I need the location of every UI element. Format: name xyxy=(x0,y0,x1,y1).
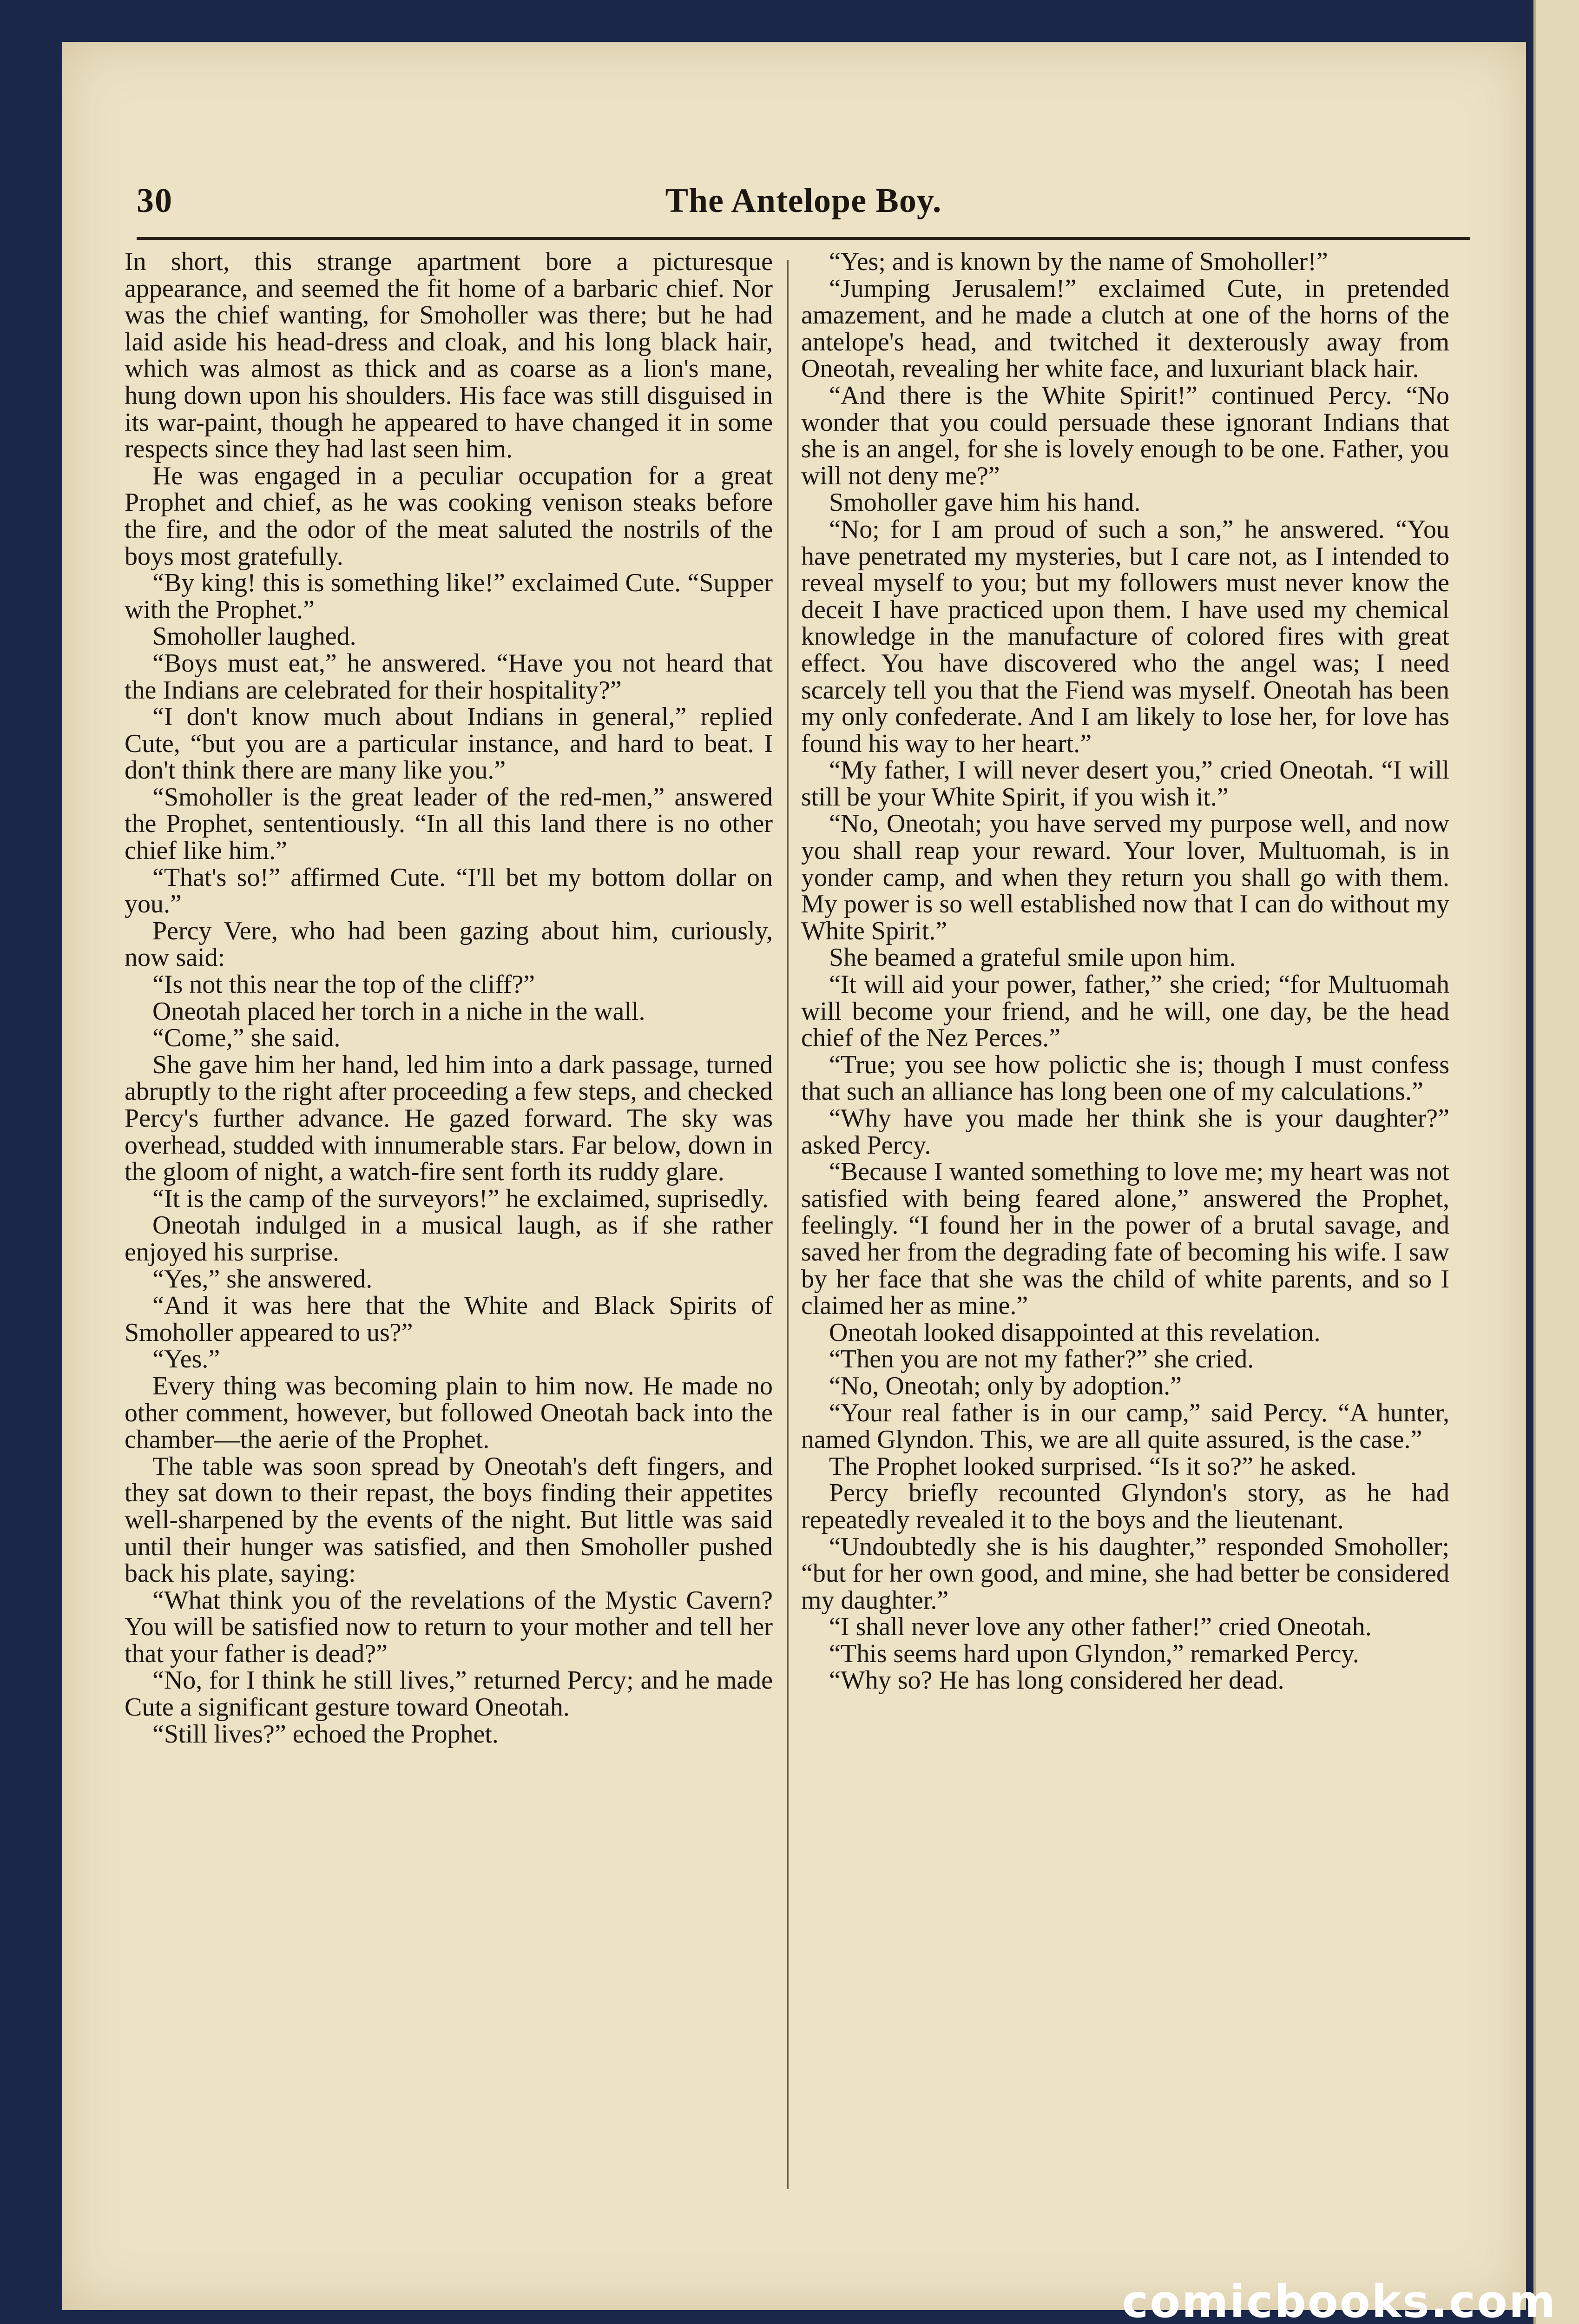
paragraph: “Yes; and is known by the name of Smoholler!” xyxy=(829,247,1328,276)
paragraph: “Is not this near the top of the cliff?” xyxy=(152,970,535,999)
paragraph: “Why have you made her think she is your daughter?” asked Percy. xyxy=(801,1104,1449,1160)
paragraph: In short, this strange apartment bore a picturesque appearance, and seemed the fit home of a barbaric chief. Nor was the chief wanting, for Smoholler was there; but he had laid aside his head-dress and cloak, and his long black hair, which was almost as thick and as coarse as a lion's mane, hung down upon his shoulders. His face was still disguised in its war-paint, though he appeared to have changed it in some respects since they had last seen him. xyxy=(125,247,773,464)
paragraph: “And it was here that the White and Black Spirits of Smoholler appeared to us?” xyxy=(125,1291,773,1347)
paragraph: “I shall never love any other father!” cried Oneotah. xyxy=(829,1612,1372,1642)
magazine-page xyxy=(62,42,1526,2310)
paragraph: “And there is the White Spirit!” continued Percy. “No wonder that you could persuade these ignorant Indians that she is an angel, for she is lovely enough to be one. Father, you will not deny me?” xyxy=(801,381,1449,490)
page-number: 30 xyxy=(137,182,173,220)
paragraph: He was engaged in a peculiar occupation for a great Prophet and chief, as he was cooking venison steaks before the fire, and the odor of the meat saluted the nostrils of the boys most gratefully. xyxy=(125,461,773,571)
paragraph: “What think you of the revelations of the Mystic Cavern? You will be satisfied now to return to your mother and tell her that your father is dead?” xyxy=(125,1585,773,1668)
paragraph: “It will aid your power, father,” she cried; “for Multuomah will become your friend, and he will, one day, be the head chief of the Nez Perces.” xyxy=(801,970,1449,1053)
right-column xyxy=(801,249,1449,1694)
paragraph: Every thing was becoming plain to him now. He made no other comment, however, but followed Oneotah back into the chamber—the aerie of the Prophet. xyxy=(125,1371,773,1454)
paragraph: “Then you are not my father?” she cried. xyxy=(829,1345,1254,1374)
paragraph: “My father, I will never desert you,” cried Oneotah. “I will still be your White Spirit, if you wish it.” xyxy=(801,756,1449,812)
paragraph: “Yes.” xyxy=(152,1345,220,1374)
paragraph: “By king! this is something like!” exclaimed Cute. “Supper with the Prophet.” xyxy=(125,568,773,624)
header-rule xyxy=(137,237,1470,240)
paragraph: “I don't know much about Indians in general,” replied Cute, “but you are a particular instance, and hard to beat. I don't think there are many like you.” xyxy=(125,702,773,785)
paragraph: “Smoholler is the great leader of the red-men,” answered the Prophet, sententiously. “In all this land there is no other chief like him.” xyxy=(125,782,773,865)
paragraph: “No, Oneotah; you have served my purpose well, and now you shall reap your reward. Your lover, Multuomah, is in yonder camp, and when they return you shall go with them. My power is so well established now that I can do without my White Spirit.” xyxy=(801,809,1449,945)
paragraph: She beamed a grateful smile upon him. xyxy=(829,943,1236,972)
page-header xyxy=(137,181,1470,237)
site-watermark: comicbooks.com xyxy=(1122,2276,1557,2324)
paragraph: Percy briefly recounted Glyndon's story, as he had repeatedly revealed it to the boys and the lieutenant. xyxy=(801,1479,1449,1534)
paragraph: “It is the camp of the surveyors!” he exclaimed, suprisedly. xyxy=(152,1184,769,1213)
paragraph: “Why so? He has long considered her dead. xyxy=(829,1666,1284,1695)
paragraph: “Yes,” she answered. xyxy=(152,1264,373,1294)
paragraph: Smoholler laughed. xyxy=(152,622,356,651)
running-title: The Antelope Boy. xyxy=(665,182,942,220)
left-column xyxy=(125,249,773,1748)
paragraph: “This seems hard upon Glyndon,” remarked Percy. xyxy=(829,1639,1359,1668)
paragraph: “Your real father is in our camp,” said Percy. “A hunter, named Glyndon. This, we are all quite assured, is the case.” xyxy=(801,1398,1449,1454)
paragraph: “Because I wanted something to love me; my heart was not satisfied with being feared alone,” answered the Prophet, feelingly. “I found her in the power of a brutal savage, and saved her from the degrading fate of becoming his wife. I saw by her face that she was the child of white parents, and so I claimed her as mine.” xyxy=(801,1157,1449,1320)
paragraph: “No, for I think he still lives,” returned Percy; and he made Cute a significant gesture toward Oneotah. xyxy=(125,1666,773,1722)
paragraph: Percy Vere, who had been gazing about him, curiously, now said: xyxy=(125,916,773,972)
paragraph: Oneotah looked disappointed at this revelation. xyxy=(829,1318,1321,1347)
paragraph: The table was soon spread by Oneotah's deft fingers, and they sat down to their repast, the boys finding their appetites well-sharpened by the events of the night. But little was said until their hunger was satisfied, and then Smoholler pushed back his plate, saying: xyxy=(125,1452,773,1588)
column-divider xyxy=(787,260,789,2189)
paragraph: “Boys must eat,” he answered. “Have you not heard that the Indians are celebrated for their hospitality?” xyxy=(125,648,773,705)
adjacent-page-edge xyxy=(1533,0,1579,2324)
paragraph: “True; you see how polictic she is; though I must confess that such an alliance has long been one of my calculations.” xyxy=(801,1050,1449,1106)
paragraph: “Come,” she said. xyxy=(152,1023,341,1053)
paragraph: “No, Oneotah; only by adoption.” xyxy=(829,1371,1182,1400)
paragraph: The Prophet looked surprised. “Is it so?” he asked. xyxy=(829,1452,1357,1481)
paragraph: Smoholler gave him his hand. xyxy=(829,488,1141,517)
paragraph: She gave him her hand, led him into a dark passage, turned abruptly to the right after proceeding a few steps, and checked Percy's further advance. He gazed forward. The sky was overhead, studded with innumerable stars. Far below, down in the gloom of night, a watch-fire sent forth its ruddy glare. xyxy=(125,1050,773,1187)
paragraph: “No; for I am proud of such a son,” he answered. “You have penetrated my mysteries, but I care not, as I intended to reveal myself to you; but my followers must never know the deceit I have practiced upon them. I have used my chemical knowledge in the manufacture of colored fires with great effect. You have discovered who the angel was; I need scarcely tell you that the Fiend was myself. Oneotah has been my only confederate. And I am likely to lose her, for love has found his way to her heart.” xyxy=(801,515,1449,758)
paragraph: “That's so!” affirmed Cute. “I'll bet my bottom dollar on you.” xyxy=(125,863,773,919)
paragraph: “Still lives?” echoed the Prophet. xyxy=(152,1719,499,1749)
paragraph: Oneotah indulged in a musical laugh, as if she rather enjoyed his surprise. xyxy=(125,1211,773,1267)
paragraph: Oneotah placed her torch in a niche in the wall. xyxy=(152,997,645,1026)
paragraph: “Jumping Jerusalem!” exclaimed Cute, in pretended amazement, and he made a clutch at one of the horns of the antelope's head, and twitched it dexterously away from Oneotah, revealing her white face, and luxuriant black hair. xyxy=(801,274,1449,383)
paragraph: “Undoubtedly she is his daughter,” responded Smoholler; “but for her own good, and mine, she had better be considered my daughter.” xyxy=(801,1532,1449,1615)
